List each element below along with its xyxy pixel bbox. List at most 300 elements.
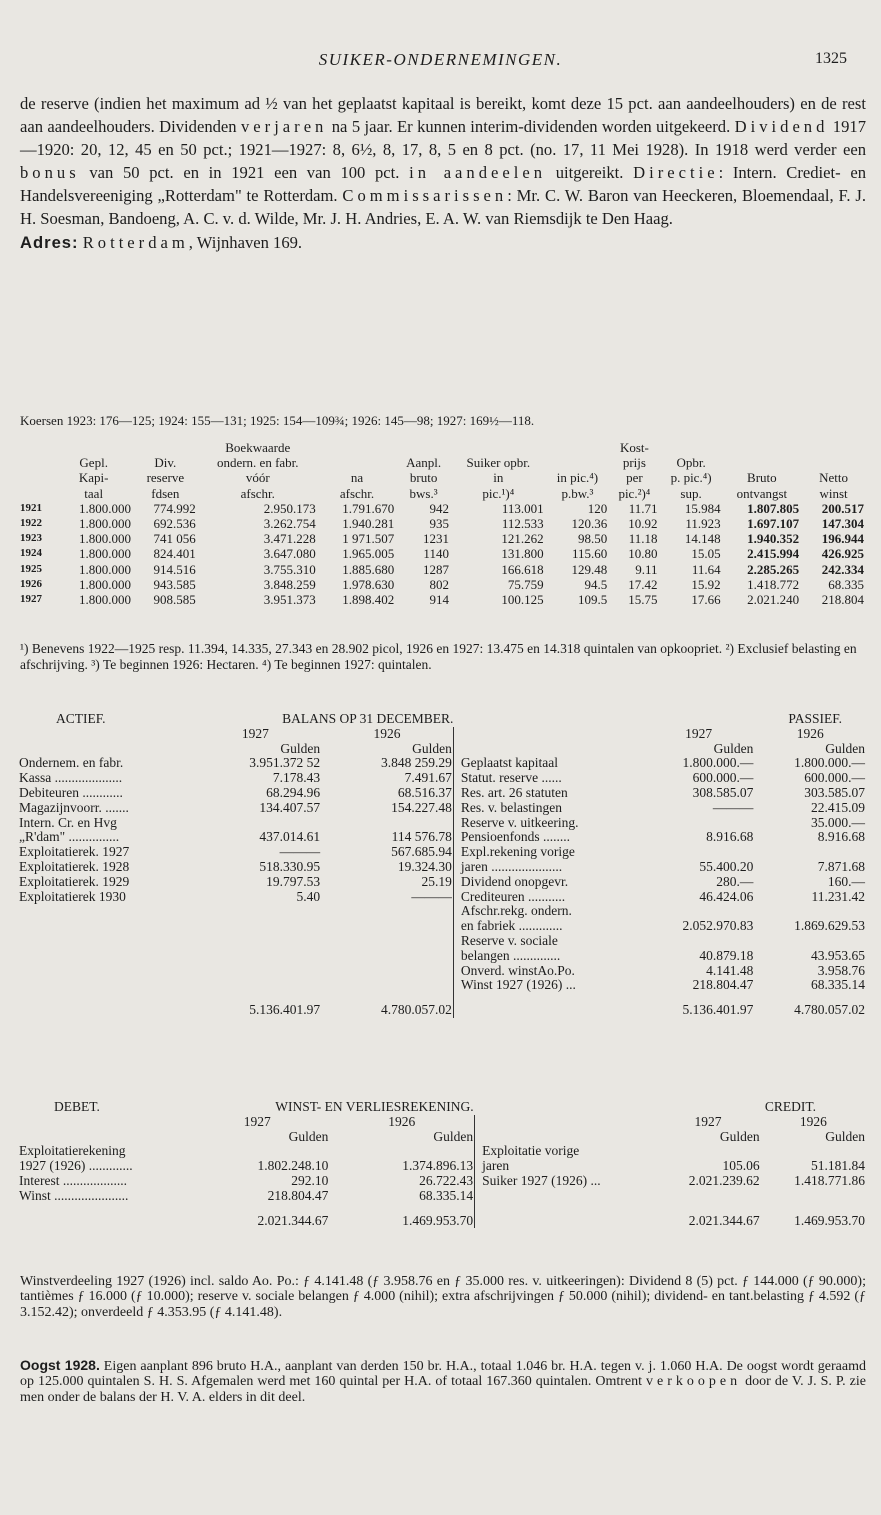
stats-cell: 100.125	[501, 592, 544, 608]
balans-amount: 218.804.47	[692, 977, 754, 993]
stats-cell: 914	[429, 592, 449, 608]
stats-cell: 94.5	[584, 576, 608, 592]
balans-amount	[190, 919, 321, 934]
stats-cell: 1.885.680	[342, 561, 395, 577]
balans-label: Pensioenfonds ........	[460, 829, 571, 845]
stats-header-cell	[451, 440, 546, 455]
intro-paragraph	[20, 92, 866, 254]
stats-header-cell: Boekwaarde	[225, 440, 291, 455]
stats-header-cell	[54, 440, 133, 455]
stats-cell: 147.304	[821, 516, 864, 532]
stats-header-cell: bws.³	[409, 485, 438, 501]
winst-verlies-table	[18, 1100, 866, 1228]
winst-total: 1.469.953.70	[794, 1212, 865, 1228]
balans-label: Winst 1927 (1926) ...	[460, 977, 576, 993]
balans-amount	[321, 949, 453, 964]
stats-header-cell: p.bw.³	[561, 485, 594, 501]
balans-amount: 40.879.18	[699, 947, 754, 963]
balans-row	[18, 756, 866, 771]
balans-label: Dividend onopgevr.	[460, 873, 569, 889]
balans-label: Exploitatierek 1930	[19, 888, 126, 904]
stats-cell: 11.71	[628, 500, 658, 516]
page-number: 1325	[815, 50, 847, 67]
balans-amount: ———	[712, 799, 754, 815]
stats-cell: 10.92	[628, 516, 658, 532]
adres-city: Rotterdam	[82, 232, 189, 252]
balans-amount: 3.848 259.29	[381, 755, 452, 771]
balans-amount: 1.800.000.—	[794, 755, 865, 771]
balans-amount: 1.800.000.—	[682, 755, 754, 771]
stats-header-cell: reserve	[146, 470, 185, 486]
winst-label: 1927 (1926) .............	[19, 1158, 133, 1174]
balans-row	[18, 845, 866, 860]
balans-total-row	[18, 993, 866, 1018]
stats-cell: 914.516	[153, 561, 196, 577]
stats-header-cell: afschr.	[339, 485, 375, 501]
balans-amount: 280.—	[716, 873, 754, 889]
stats-header-cell	[723, 440, 802, 455]
stats-header-cell	[546, 440, 610, 455]
currency-col: Gulden	[288, 1128, 329, 1144]
stats-cell: 2.285.265	[747, 561, 800, 577]
balans-label: Exploitatierek. 1928	[19, 858, 130, 874]
stats-header-row	[18, 486, 866, 501]
intro-spaced: Commissarissen	[342, 186, 508, 206]
balans-label: Reserve v. sociale	[460, 932, 558, 948]
intro-text: 1917—1920: 20, 12, 45 en 50 pct.; 1921—1927: 8, 6½, 8, 17, 8, 5 en 8 pct. (no. 17, 11 Mei 1928). In 1918 werd verder een	[20, 117, 866, 160]
winst-amount: 68.335.14	[419, 1187, 474, 1203]
stats-cell: 1 971.507	[342, 531, 395, 547]
year-col: 1927	[694, 1113, 722, 1129]
winst-amount: 105.06	[722, 1158, 760, 1174]
stats-header-cell	[396, 440, 451, 455]
stats-cell: 113.001	[501, 500, 544, 516]
winst-amount: 1.374.896.13	[402, 1158, 474, 1174]
oogst-paragraph	[20, 1358, 866, 1405]
stats-cell: 1.978.630	[342, 576, 395, 592]
currency-col: Gulden	[713, 740, 754, 756]
balans-row	[18, 890, 866, 905]
winst-label: Winst ......................	[19, 1187, 129, 1203]
stats-cell: 15.05	[691, 546, 721, 562]
balans-label: Debiteuren ............	[19, 784, 123, 800]
stats-cell: 1.800.000	[78, 576, 131, 592]
balans-amount: 19.797.53	[266, 873, 321, 889]
winst-label: Suiker 1927 (1926) ...	[482, 1172, 601, 1188]
balans-label: Afschr.rekg. ondern.	[460, 903, 572, 919]
stats-row	[18, 546, 866, 561]
balans-table	[18, 712, 866, 1018]
winst-label: Exploitatierekening	[19, 1143, 126, 1159]
balans-label: Reserve v. uitkeering.	[460, 814, 579, 830]
balans-amount	[643, 904, 755, 919]
stats-cell: 2.021.240	[747, 592, 800, 608]
stats-cell: 10.80	[628, 546, 658, 562]
stats-cell: 2.950.173	[263, 500, 316, 516]
balans-label: Exploitatierek. 1927	[19, 844, 130, 860]
balans-row	[18, 771, 866, 786]
balans-label	[18, 978, 190, 993]
winst-row	[18, 1174, 866, 1189]
balans-amount: 3.951.372 52	[249, 755, 321, 771]
balans-label	[18, 949, 190, 964]
balans-amount	[190, 934, 321, 949]
stats-header-cell: vóór	[245, 470, 270, 486]
balans-label: Res. art. 26 statuten	[460, 784, 568, 800]
stats-header-cell	[18, 486, 54, 501]
balans-row	[18, 830, 866, 845]
balans-total: 5.136.401.97	[682, 1002, 754, 1018]
stats-header-cell: afschr.	[240, 485, 275, 501]
stats-header-cell: winst	[819, 485, 848, 501]
stats-row	[18, 577, 866, 592]
debet-label: DEBET.	[54, 1099, 100, 1114]
winst-label: Interest ...................	[19, 1172, 127, 1188]
currency-col: Gulden	[433, 1128, 474, 1144]
winst-label	[481, 1189, 655, 1204]
balans-label: „R'dam" ...............	[19, 829, 120, 845]
stats-header-cell: ondern. en fabr.	[216, 455, 299, 471]
balans-amount	[190, 816, 321, 831]
balans-amount: 437.014.61	[259, 829, 321, 845]
intro-text: : Intern. Crediet- en Handelsvereeniging „Rotterdam" te Rotterdam.	[20, 163, 866, 206]
stats-cell: 3.647.080	[263, 546, 316, 562]
balans-amount	[321, 964, 453, 979]
oogst-text: Eigen aanplant 896 bruto H.A., aanplant van derden 150 br. H.A., totaal 1.046 br. H.A. tegen v. j. 1.060 H.A. De oogst wordt geraamd op 125.000 quintalen S. H. S. Afgemalen werd met 160 quintal per H.A. of totaal 167.360 quintalen. Omtrent	[20, 1359, 866, 1390]
stats-header-cell	[18, 455, 54, 470]
balans-amount: 2.052.970.83	[682, 918, 754, 934]
balans-amount: 68.516.37	[397, 784, 452, 800]
balans-row	[18, 786, 866, 801]
winst-amount: 51.181.84	[811, 1158, 865, 1174]
balans-amount: ———	[411, 888, 452, 904]
stats-cell: 943.585	[153, 576, 196, 592]
stats-cell: 2.415.994	[747, 546, 800, 562]
year-col: 1926	[799, 1113, 827, 1129]
stats-header-cell: prijs	[622, 455, 646, 471]
intro-spaced: verjaren	[241, 117, 328, 137]
balans-amount: 114 576.78	[391, 829, 452, 845]
balans-label: Kassa ....................	[19, 770, 123, 786]
stats-header-cell: Kapi-	[78, 470, 109, 486]
balans-label: Onverd. winstAo.Po.	[460, 962, 575, 978]
stats-cell: 3.951.373	[263, 592, 316, 608]
balans-amount	[190, 949, 321, 964]
winst-years	[18, 1115, 866, 1130]
stats-cell: 1.940.352	[747, 531, 800, 547]
oogst-spaced: verkoopen	[646, 1374, 742, 1390]
stats-year-cell: 1924	[20, 547, 42, 560]
page-header	[0, 50, 881, 74]
balans-total: 5.136.401.97	[249, 1002, 321, 1018]
winst-amount: 1.802.248.10	[257, 1158, 329, 1174]
stats-year-cell: 1925	[20, 562, 42, 575]
stats-header-row	[18, 455, 866, 470]
balans-label: Magazijnvoorr. .......	[19, 799, 129, 815]
actief-label: ACTIEF.	[56, 711, 106, 726]
balans-amount: 35.000.—	[811, 814, 865, 830]
balans-label: Intern. Cr. en Hvg	[19, 814, 117, 830]
winst-amount	[655, 1189, 760, 1204]
balans-amount	[190, 964, 321, 979]
stats-header-cell: Kost-	[619, 440, 649, 455]
stats-header-cell	[546, 455, 610, 470]
balans-label: Res. v. belastingen	[460, 799, 562, 815]
balans-label: en fabriek .............	[460, 918, 563, 934]
stats-header-cell: na	[350, 470, 364, 486]
currency-col: Gulden	[825, 1128, 865, 1144]
oogst-label: Oogst 1928.	[20, 1357, 100, 1373]
stats-header-cell: per	[626, 470, 643, 486]
winst-label: Exploitatie vorige	[482, 1143, 580, 1159]
stats-cell: 131.800	[501, 546, 544, 562]
year-col: 1927	[241, 725, 269, 741]
balans-label	[18, 904, 190, 919]
stats-cell: 166.618	[501, 561, 544, 577]
winst-total: 1.469.953.70	[402, 1212, 474, 1228]
stats-row	[18, 562, 866, 577]
stats-cell: 1.898.402	[342, 592, 395, 608]
balans-amount: 11.231.42	[811, 888, 865, 904]
year-col: 1926	[373, 725, 401, 741]
balans-row	[18, 860, 866, 875]
balans-amount: 518.330.95	[259, 858, 321, 874]
stats-row	[18, 501, 866, 516]
balans-amount: 68.335.14	[811, 977, 865, 993]
stats-cell: 196.944	[821, 531, 864, 547]
balans-amount: 600.000.—	[804, 770, 865, 786]
balans-label: Ondernem. en fabr.	[19, 755, 124, 771]
stats-cell: 935	[429, 516, 449, 532]
stats-cell: 218.804	[821, 592, 864, 608]
stats-cell: 426.925	[821, 546, 864, 562]
balans-amount: 8.916.68	[817, 829, 865, 845]
stats-cell: 942	[429, 500, 449, 516]
balans-label	[18, 919, 190, 934]
balans-amount: 160.—	[827, 873, 865, 889]
stats-cell: 120.36	[571, 516, 608, 532]
stats-cell: 1.965.005	[342, 546, 395, 562]
winst-amount	[655, 1144, 760, 1159]
balans-amount	[321, 978, 453, 993]
winst-row	[18, 1189, 866, 1204]
stats-header-cell: fdsen	[151, 485, 180, 501]
stats-header-cell: pic.¹)⁴	[482, 485, 515, 501]
balans-amount: 46.424.06	[699, 888, 754, 904]
balans-amount	[643, 816, 755, 831]
winst-label: jaren	[482, 1158, 510, 1174]
winstverdeeling-paragraph: Winstverdeeling 1927 (1926) incl. saldo Ao. Po.: ƒ 4.141.48 (ƒ 3.958.76 en ƒ 35.000 res. v. uitkeeringen): Dividend 8 (5) pct. ƒ 144.000 (ƒ 90.000); tantièmes ƒ 16.000 (ƒ 10.000); reserve v. sociale belangen ƒ 4.000 (nihil); extra afschrijvingen ƒ 50.000 (nihil); dividend- en tant.belasting ƒ 4.592 (ƒ 3.152.42); onverdeeld ƒ 4.353.95 (ƒ 4.141.48).	[20, 1274, 866, 1320]
balans-amount: 7.871.68	[817, 858, 865, 874]
stats-header-cell: Opbr.	[676, 455, 706, 471]
balans-amount: 308.585.07	[692, 784, 754, 800]
balans-row	[18, 934, 866, 949]
intro-text: de reserve (indien het maximum ad ½ van het geplaatst kapitaal is bereikt, komt deze 15 pct. aan aandeelhouders) en de rest aan aandeelhouders. Dividenden	[20, 94, 866, 137]
stats-cell: 17.66	[691, 592, 721, 608]
balans-amount	[321, 934, 453, 949]
intro-spaced: Dividend	[734, 117, 829, 137]
balans-label: Statut. reserve ......	[460, 770, 562, 786]
winst-total-row	[18, 1204, 866, 1229]
stats-header-cell: pic.²)⁴	[618, 485, 651, 501]
stats-table	[18, 440, 866, 607]
stats-row	[18, 516, 866, 531]
intro-text: van 50 pct. en in 1921 een van 100 pct.	[79, 163, 410, 183]
balans-amount: 8.916.68	[706, 829, 754, 845]
winst-amount: 2.021.239.62	[688, 1172, 760, 1188]
winst-amount: 218.804.47	[267, 1187, 329, 1203]
balans-row	[18, 978, 866, 993]
stats-cell: 1.800.000	[78, 592, 131, 608]
balans-amount: 22.415.09	[811, 799, 865, 815]
winst-amount	[761, 1144, 866, 1159]
stats-cell: 1.800.000	[78, 531, 131, 547]
stats-cell: 11.18	[628, 531, 658, 547]
balans-amount: 154.227.48	[391, 799, 452, 815]
balans-label: Expl.rekening vorige	[460, 844, 575, 860]
footnotes: ¹) Benevens 1922—1925 resp. 11.394, 14.335, 27.343 en 28.902 picol, 1926 en 1927: 13.475 en 14.318 quintalen van opkoopriet. ²) Exclusief belasting en afschrijving. ³) Te beginnen 1926: Hectaren. ⁴) Te beginnen 1927: quintalen.	[20, 641, 857, 672]
stats-cell: 1.697.107	[747, 516, 800, 532]
stats-cell: 692.536	[153, 516, 196, 532]
stats-header-cell: Bruto	[747, 470, 777, 486]
stats-cell: 120	[587, 500, 608, 516]
stats-year-cell: 1923	[20, 532, 42, 545]
stats-header-cell	[723, 455, 802, 470]
stats-header-cell: ontvangst	[736, 485, 788, 501]
winst-amount	[761, 1189, 866, 1204]
balans-amount: 43.953.65	[811, 947, 865, 963]
intro-text: na 5 jaar. Er kunnen interim-dividenden worden uitgekeerd.	[327, 117, 735, 137]
balans-row	[18, 875, 866, 890]
winst-amount	[329, 1144, 474, 1159]
balans-amount	[321, 919, 453, 934]
stats-header-cell: bruto	[409, 470, 438, 486]
stats-header-cell: Aanpl.	[406, 455, 442, 471]
balans-amount	[643, 934, 755, 949]
stats-cell: 75.759	[507, 576, 544, 592]
credit-label: CREDIT.	[764, 1099, 816, 1114]
currency-col: Gulden	[280, 740, 321, 756]
stats-header-row	[18, 440, 866, 455]
intro-spaced: in aandeelen	[409, 163, 547, 183]
stats-header-cell	[660, 440, 723, 455]
balans-row	[18, 949, 866, 964]
stats-cell: 3.262.754	[263, 516, 316, 532]
intro-spaced: bonus	[20, 163, 80, 183]
stats-cell: 1.800.000	[78, 500, 131, 516]
stats-cell: 15.92	[691, 576, 721, 592]
balans-years	[18, 727, 866, 742]
balans-label	[18, 964, 190, 979]
stats-header-cell: p. pic.⁴)	[670, 470, 712, 486]
stats-row	[18, 531, 866, 546]
stats-cell: 242.334	[821, 561, 864, 577]
stats-cell: 3.471.228	[263, 531, 316, 547]
winst-amount	[185, 1144, 329, 1159]
currency-col: Gulden	[412, 740, 452, 756]
stats-cell: 1.800.000	[78, 546, 131, 562]
currency-col: Gulden	[719, 1128, 760, 1144]
stats-cell: 109.5	[577, 592, 608, 608]
year-col: 1927	[243, 1113, 271, 1129]
balans-currency	[18, 742, 866, 757]
stats-cell: 112.533	[501, 516, 544, 532]
intro-text: : Mr. C. W. Baron van Heeckeren, Bloemendaal, F. J. H. Soesman, Bandoeng, A. C. v. d. Wilde, Mr. J. H. Andries, E. A. W. van Riemsdijk te Den Haag.	[20, 186, 866, 229]
winst-total: 2.021.344.67	[257, 1212, 329, 1228]
stats-header-cell: Netto	[819, 470, 848, 486]
stats-header-cell: Gepl.	[79, 455, 108, 471]
stats-cell: 200.517	[821, 500, 864, 516]
balans-amount: 1.869.629.53	[794, 918, 865, 934]
stats-cell: 774.992	[153, 500, 196, 516]
year-col: 1927	[685, 725, 713, 741]
stats-header-cell: in	[493, 470, 504, 486]
balans-amount: 55.400.20	[699, 858, 754, 874]
stats-header-cell	[318, 455, 397, 470]
year-col: 1926	[796, 725, 824, 741]
stats-header-cell: taal	[84, 485, 104, 501]
stats-header-row	[18, 470, 866, 485]
balans-amount	[190, 904, 321, 919]
winst-amount: 292.10	[291, 1172, 329, 1188]
balans-amount: 19.324.30	[397, 858, 452, 874]
winst-currency	[18, 1130, 866, 1145]
balans-amount: 5.40	[296, 888, 321, 904]
stats-cell: 1.807.805	[747, 500, 800, 516]
balans-label: Crediteuren ...........	[460, 888, 566, 904]
stats-cell: 68.335	[828, 576, 864, 592]
balans-amount: ———	[279, 844, 321, 860]
stats-header-cell: Suiker opbr.	[466, 455, 531, 471]
winst-amount: 1.418.771.86	[794, 1172, 865, 1188]
stats-header-cell: sup.	[680, 485, 702, 501]
balans-amount: 3.958.76	[817, 962, 865, 978]
stats-year-cell: 1921	[20, 501, 42, 514]
stats-cell: 908.585	[153, 592, 196, 608]
balans-amount: 68.294.96	[266, 784, 321, 800]
winst-row	[18, 1144, 866, 1159]
stats-cell: 115.60	[571, 546, 608, 562]
intro-spaced: Directie	[633, 163, 719, 183]
balans-row	[18, 919, 866, 934]
stats-cell: 15.984	[684, 500, 721, 516]
stats-cell: 98.50	[577, 531, 608, 547]
balans-row	[18, 816, 866, 831]
oogst-text: door de V. J. S. P. zie men onder de balans der H. V. A. elders in dit deel.	[20, 1374, 867, 1405]
balans-amount	[321, 816, 453, 831]
balans-total: 4.780.057.02	[794, 1002, 865, 1018]
currency-col: Gulden	[825, 740, 865, 756]
stats-cell: 1287	[422, 561, 449, 577]
adres-rest: , Wijnhaven 169.	[188, 232, 303, 252]
running-title: SUIKER-ONDERNEMINGEN.	[318, 50, 563, 69]
stats-cell: 3.848.259	[263, 576, 316, 592]
balans-heading	[18, 712, 866, 727]
balans-amount	[754, 845, 866, 860]
winst-row	[18, 1159, 866, 1174]
balans-amount	[190, 978, 321, 993]
stats-cell: 1.418.772	[747, 576, 800, 592]
stats-cell: 802	[429, 576, 449, 592]
balans-label	[18, 934, 190, 949]
stats-cell: 129.48	[571, 561, 608, 577]
stats-cell: 1.800.000	[78, 516, 131, 532]
balans-amount: 7.178.43	[272, 770, 321, 786]
koersen-line: Koersen 1923: 176—125; 1924: 155—131; 1925: 154—109¾; 1926: 145—98; 1927: 169½—118.	[20, 413, 535, 428]
balans-amount: 303.585.07	[804, 784, 865, 800]
balans-amount: 600.000.—	[692, 770, 754, 786]
stats-header-cell	[18, 440, 54, 455]
